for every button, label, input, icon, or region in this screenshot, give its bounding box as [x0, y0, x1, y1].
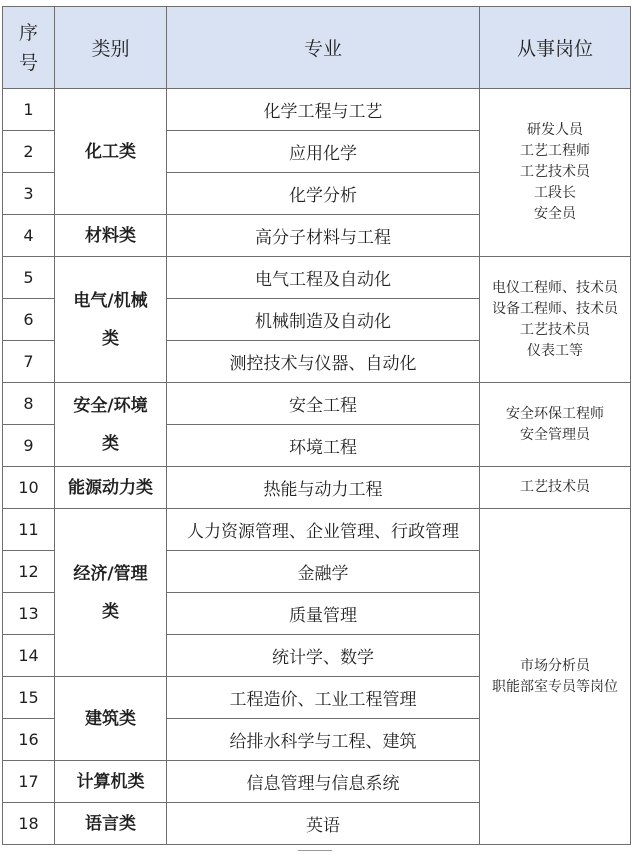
category-language: 语言类	[55, 803, 167, 845]
row-number: 1	[3, 89, 55, 131]
row-number: 18	[3, 803, 55, 845]
position-group-1	[480, 89, 631, 257]
position-line: 工艺工程师	[520, 143, 590, 159]
category-chemical: 化工类	[55, 89, 167, 215]
major-cell: 应用化学	[167, 131, 480, 173]
table-row	[3, 509, 631, 551]
row-number: 5	[3, 257, 55, 299]
position-line: 职能部室专员等岗位	[492, 678, 618, 695]
row-number: 8	[3, 383, 55, 425]
table-row	[3, 89, 631, 131]
row-number: 2	[3, 131, 55, 173]
category-line: 安全/环境	[73, 395, 148, 416]
row-number: 10	[3, 467, 55, 509]
position-group-4	[480, 467, 631, 509]
header-seq	[3, 7, 55, 89]
major-cell: 化学工程与工艺	[167, 89, 480, 131]
category-line: 类	[102, 601, 119, 622]
row-number: 4	[3, 215, 55, 257]
category-computer: 计算机类	[55, 761, 167, 803]
major-cell: 统计学、数学	[167, 635, 480, 677]
position-line: 工艺技术员	[520, 321, 590, 338]
position-line: 安全管理员	[520, 426, 590, 443]
table-row	[3, 383, 631, 425]
header-seq-line2: 号	[18, 51, 38, 74]
category-safety	[55, 383, 167, 467]
row-number: 7	[3, 341, 55, 383]
major-cell: 电气工程及自动化	[167, 257, 480, 299]
major-cell: 热能与动力工程	[167, 467, 480, 509]
row-number: 11	[3, 509, 55, 551]
header-major: 专业	[167, 7, 480, 89]
major-cell: 工程造价、工业工程管理	[167, 677, 480, 719]
header-position: 从事岗位	[480, 7, 631, 89]
row-number: 14	[3, 635, 55, 677]
category-energy: 能源动力类	[55, 467, 167, 509]
page-footer-line	[298, 850, 332, 852]
category-line: 类	[102, 433, 119, 454]
row-number: 6	[3, 299, 55, 341]
major-cell: 化学分析	[167, 173, 480, 215]
position-line: 电仪工程师、技术员	[492, 279, 618, 296]
row-number: 12	[3, 551, 55, 593]
position-line: 工艺技术员	[520, 479, 590, 495]
position-group-3	[480, 383, 631, 467]
major-cell: 环境工程	[167, 425, 480, 467]
position-line: 安全环保工程师	[506, 405, 604, 422]
position-line: 研发人员	[527, 122, 583, 138]
major-cell: 机械制造及自动化	[167, 299, 480, 341]
row-number: 17	[3, 761, 55, 803]
row-number: 3	[3, 173, 55, 215]
major-cell: 给排水科学与工程、建筑	[167, 719, 480, 761]
position-group-5	[480, 509, 631, 845]
major-cell: 质量管理	[167, 593, 480, 635]
category-materials: 材料类	[55, 215, 167, 257]
position-line: 工段长	[534, 185, 576, 201]
major-cell: 人力资源管理、企业管理、行政管理	[167, 509, 480, 551]
position-group-2	[480, 257, 631, 383]
table-row	[3, 257, 631, 299]
category-line: 电气/机械	[73, 290, 148, 311]
category-construction: 建筑类	[55, 677, 167, 761]
category-electrical	[55, 257, 167, 383]
header-seq-line1: 序	[18, 21, 38, 44]
position-line: 工艺技术员	[520, 164, 590, 180]
position-line: 仪表工等	[527, 342, 583, 359]
major-cell: 安全工程	[167, 383, 480, 425]
major-cell: 信息管理与信息系统	[167, 761, 480, 803]
table-row	[3, 467, 631, 509]
majors-positions-table	[2, 6, 631, 845]
major-cell: 测控技术与仪器、自动化	[167, 341, 480, 383]
row-number: 16	[3, 719, 55, 761]
category-line: 经济/管理	[73, 563, 148, 584]
category-economics	[55, 509, 167, 677]
position-line: 设备工程师、技术员	[492, 300, 618, 317]
major-cell: 英语	[167, 803, 480, 845]
table-header-row	[3, 7, 631, 89]
row-number: 15	[3, 677, 55, 719]
row-number: 9	[3, 425, 55, 467]
row-number: 13	[3, 593, 55, 635]
major-cell: 高分子材料与工程	[167, 215, 480, 257]
position-line: 市场分析员	[520, 657, 590, 674]
category-line: 类	[102, 328, 119, 349]
position-line: 安全员	[534, 206, 576, 222]
header-category: 类别	[55, 7, 167, 89]
major-cell: 金融学	[167, 551, 480, 593]
